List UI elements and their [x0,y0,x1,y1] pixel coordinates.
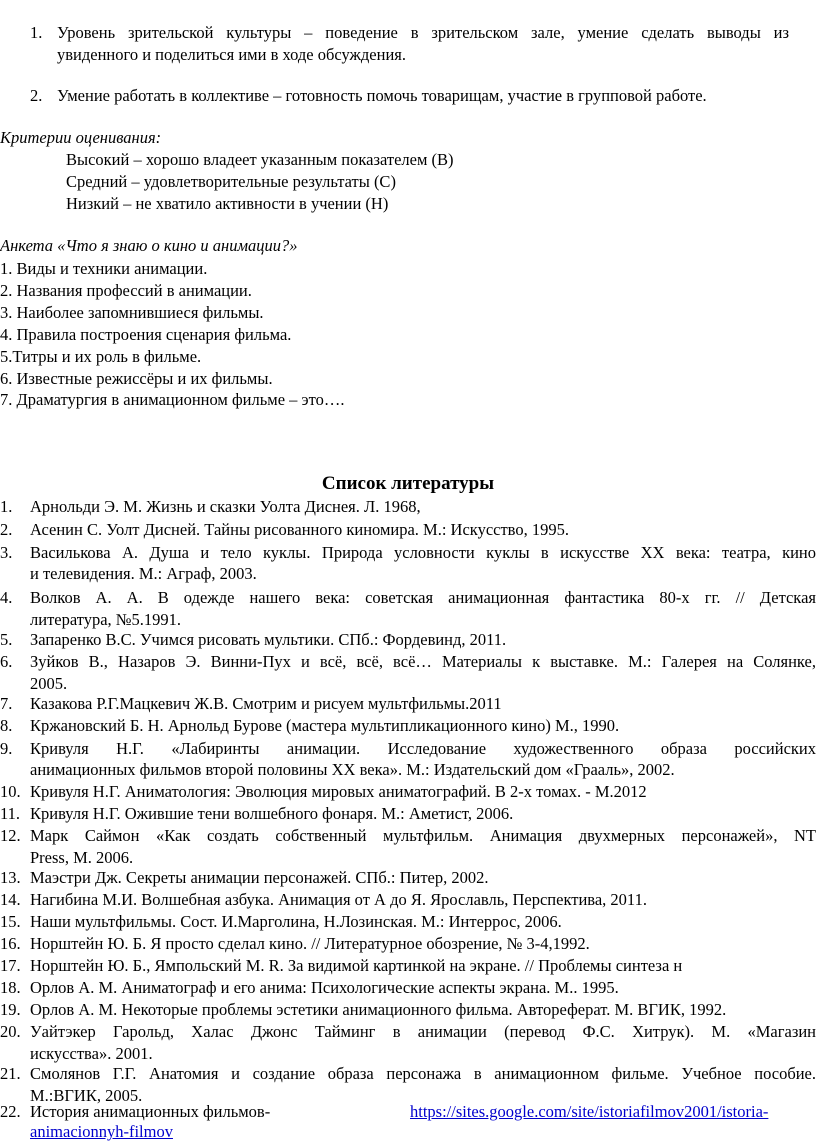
questionnaire-heading: Анкета «Что я знаю о кино и анимации?» [0,236,298,255]
literature-text: Кривуля Н.Г. Аниматология: Эволюция мировых аниматографий. В 2-х томах. - М.2012 [30,782,647,801]
literature-text: Волков А. А. В одежде нашего века: советская анимационная фантастика 80-х гг. // Детская [30,588,816,607]
literature-number: 8. [0,716,13,735]
literature-number: 15. [0,912,21,931]
literature-number: 7. [0,694,13,713]
skill-text: Уровень зрительской культуры – поведение в зрительском зале, умение сделать выводы из [57,23,789,42]
literature-text: Асенин С. Уолт Дисней. Тайны рисованного киномира. М.: Искусство, 1995. [30,520,569,539]
literature-text: Смолянов Г.Г. Анатомия и создание образа персонажа в анимационном фильме. Учебное пособие. [30,1064,816,1083]
literature-number: 5. [0,630,13,649]
literature-text: Марк Саймон «Как создать собственный мультфильм. Анимация двухмерных персонажей», NT [30,826,816,845]
literature-text: анимационных фильмов второй половины ХХ века». М.: Издательский дом «Грааль», 2002. [30,760,675,779]
skill-number: 1. [30,23,43,42]
literature-text: Зуйков В., Назаров Э. Винни-Пух и всё, всё, всё… Материалы к выставке. М.: Галерея на Солянке, [30,652,816,671]
literature-text: Уайтэкер Гарольд, Халас Джонс Тайминг в анимации (перевод Ф.С. Хитрук). М. «Магазин [30,1022,816,1041]
literature-number: 12. [0,826,21,845]
literature-number: 4. [0,588,13,607]
literature-text: Орлов А. М. Некоторые проблемы эстетики анимационного фильма. Автореферат. М. ВГИК, 1992. [30,1000,727,1019]
literature-text: Маэстри Дж. Секреты анимации персонажей. СПб.: Питер, 2002. [30,868,489,887]
questionnaire-item: 4. Правила построения сценария фильма. [0,325,292,344]
criteria-heading: Критерии оценивания: [0,128,162,147]
literature-number: 18. [0,978,21,997]
literature-text: Кривуля Н.Г. «Лабиринты анимации. Исследование художественного образа российских [30,739,816,758]
literature-number: 3. [0,543,13,562]
literature-text: М.:ВГИК, 2005. [30,1086,143,1105]
literature-text: Press, М. 2006. [30,848,134,867]
criteria-item: Низкий – не хватило активности в учении (Н) [66,194,389,213]
questionnaire-item: 3. Наиболее запомнившиеся фильмы. [0,303,264,322]
literature-link[interactable]: https://sites.google.com/site/istoriafilmov2001/istoria- [410,1102,769,1121]
literature-link-continued[interactable]: animacionnyh-filmov [30,1122,173,1141]
questionnaire-item: 6. Известные режиссёры и их фильмы. [0,369,273,388]
literature-text: Кривуля Н.Г. Ожившие тени волшебного фонаря. М.: Аметист, 2006. [30,804,514,823]
literature-text: литература, №5.1991. [30,610,182,629]
literature-number: 9. [0,739,13,758]
literature-number: 10. [0,782,21,801]
literature-text: Кржановский Б. Н. Арнольд Бурове (мастера мультипликационного кино) М., 1990. [30,716,620,735]
literature-text: Наши мультфильмы. Сост. И.Марголина, Н.Лозинская. М.: Интеррос, 2006. [30,912,562,931]
literature-number: 16. [0,934,21,953]
skill-text: увиденного и поделиться ими в ходе обсуждения. [57,45,407,64]
literature-text: Казакова Р.Г.Мацкевич Ж.В. Смотрим и рисуем мультфильмы.2011 [30,694,502,713]
criteria-item: Высокий – хорошо владеет указанным показателем (В) [66,150,454,169]
literature-number: 1. [0,497,13,516]
literature-text: Запаренко В.С. Учимся рисовать мультики. СПб.: Фордевинд, 2011. [30,630,507,649]
literature-number: 13. [0,868,21,887]
literature-number: 17. [0,956,21,975]
literature-text: Василькова А. Душа и тело куклы. Природа условности куклы в искусстве ХХ века: театра, кино [30,543,816,562]
literature-text: и телевидения. М.: Аграф, 2003. [30,564,257,583]
literature-text: 2005. [30,674,68,693]
questionnaire-item: 5.Титры и их роль в фильме. [0,347,202,366]
questionnaire-item: 7. Драматургия в анимационном фильме – это…. [0,390,345,409]
literature-number: 19. [0,1000,21,1019]
literature-number: 11. [0,804,21,823]
literature-text: искусства». 2001. [30,1044,153,1063]
literature-text: Норштейн Ю. Б., Ямпольский М. R. За видимой картинкой на экране. // Проблемы синтеза н [30,956,683,975]
literature-text: Нагибина М.И. Волшебная азбука. Анимация от А до Я. Ярославль, Перспектива, 2011. [30,890,647,909]
skill-number: 2. [30,86,43,105]
literature-number: 22. [0,1102,21,1121]
questionnaire-item: 1. Виды и техники анимации. [0,259,208,278]
literature-text: Норштейн Ю. Б. Я просто сделал кино. // Литературное обозрение, № 3-4,1992. [30,934,590,953]
literature-text: История анимационных фильмов- [30,1102,271,1121]
criteria-item: Средний – удовлетворительные результаты (С) [66,172,396,191]
literature-title: Список литературы [321,473,495,494]
skill-text: Умение работать в коллективе – готовность помочь товарищам, участие в групповой работе. [57,86,707,105]
literature-number: 20. [0,1022,21,1041]
questionnaire-item: 2. Названия профессий в анимации. [0,281,252,300]
literature-text: Орлов А. М. Аниматограф и его анима: Психологические аспекты экрана. М.. 1995. [30,978,619,997]
literature-number: 6. [0,652,13,671]
literature-number: 14. [0,890,21,909]
literature-number: 21. [0,1064,21,1083]
literature-text: Арнольди Э. М. Жизнь и сказки Уолта Диснея. Л. 1968, [30,497,421,516]
literature-number: 2. [0,520,13,539]
